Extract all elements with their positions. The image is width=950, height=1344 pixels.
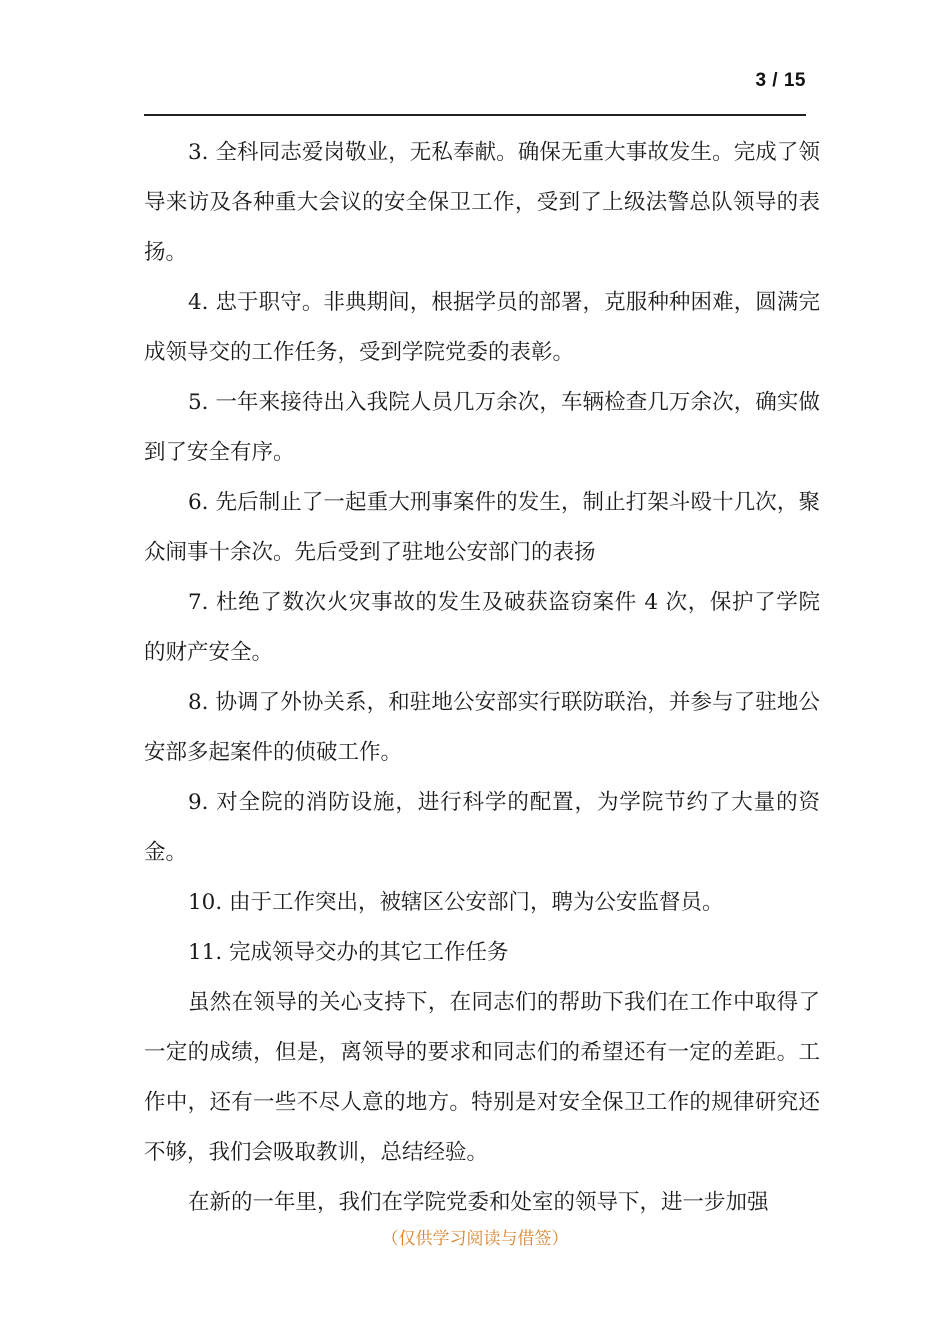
footer-note: （仅供学习阅读与借签） (381, 1229, 569, 1249)
paragraph-item-6: 6. 先后制止了一起重大刑事案件的发生，制止打架斗殴十几次，聚众闹事十余次。先后受到了驻地公安部门的表扬 (144, 490, 820, 565)
paragraph-item-8: 8. 协调了外协关系，和驻地公安部实行联防联治，并参与了驻地公安部多起案件的侦破工作。 (144, 690, 820, 765)
page-number: 3 / 15 (755, 70, 806, 91)
paragraph-item-4: 4. 忠于职守。非典期间，根据学员的部署，克服种种困难，圆满完成领导交的工作任务，受到学院党委的表彰。 (144, 290, 820, 365)
paragraph-item-7: 7. 杜绝了数次火灾事故的发生及破获盗窃案件 4 次，保护了学院的财产安全。 (144, 590, 820, 665)
paragraph-outlook: 在新的一年里，我们在学院党委和处室的领导下，进一步加强 (188, 1190, 769, 1215)
document-body (144, 128, 820, 1228)
paragraph-item-11: 11. 完成领导交办的其它工作任务 (188, 940, 509, 965)
paragraph-summary: 虽然在领导的关心支持下，在同志们的帮助下我们在工作中取得了一定的成绩，但是，离领导的要求和同志们的希望还有一定的差距。工作中，还有一些不尽人意的地方。特别是对安全保卫工作的规律研究还不够，我们会吸取教训，总结经验。 (144, 990, 820, 1165)
paragraph-item-10: 10. 由于工作突出，被辖区公安部门，聘为公安监督员。 (188, 890, 724, 915)
paragraph-item-5: 5. 一年来接待出入我院人员几万余次，车辆检查几万余次，确实做到了安全有序。 (144, 390, 820, 465)
paragraph-item-3: 3. 全科同志爱岗敬业，无私奉献。确保无重大事故发生。完成了领导来访及各种重大会议的安全保卫工作，受到了上级法警总队领导的表扬。 (144, 140, 820, 265)
header-rule (144, 114, 806, 116)
paragraph-item-9: 9. 对全院的消防设施，进行科学的配置，为学院节约了大量的资金。 (144, 790, 820, 865)
